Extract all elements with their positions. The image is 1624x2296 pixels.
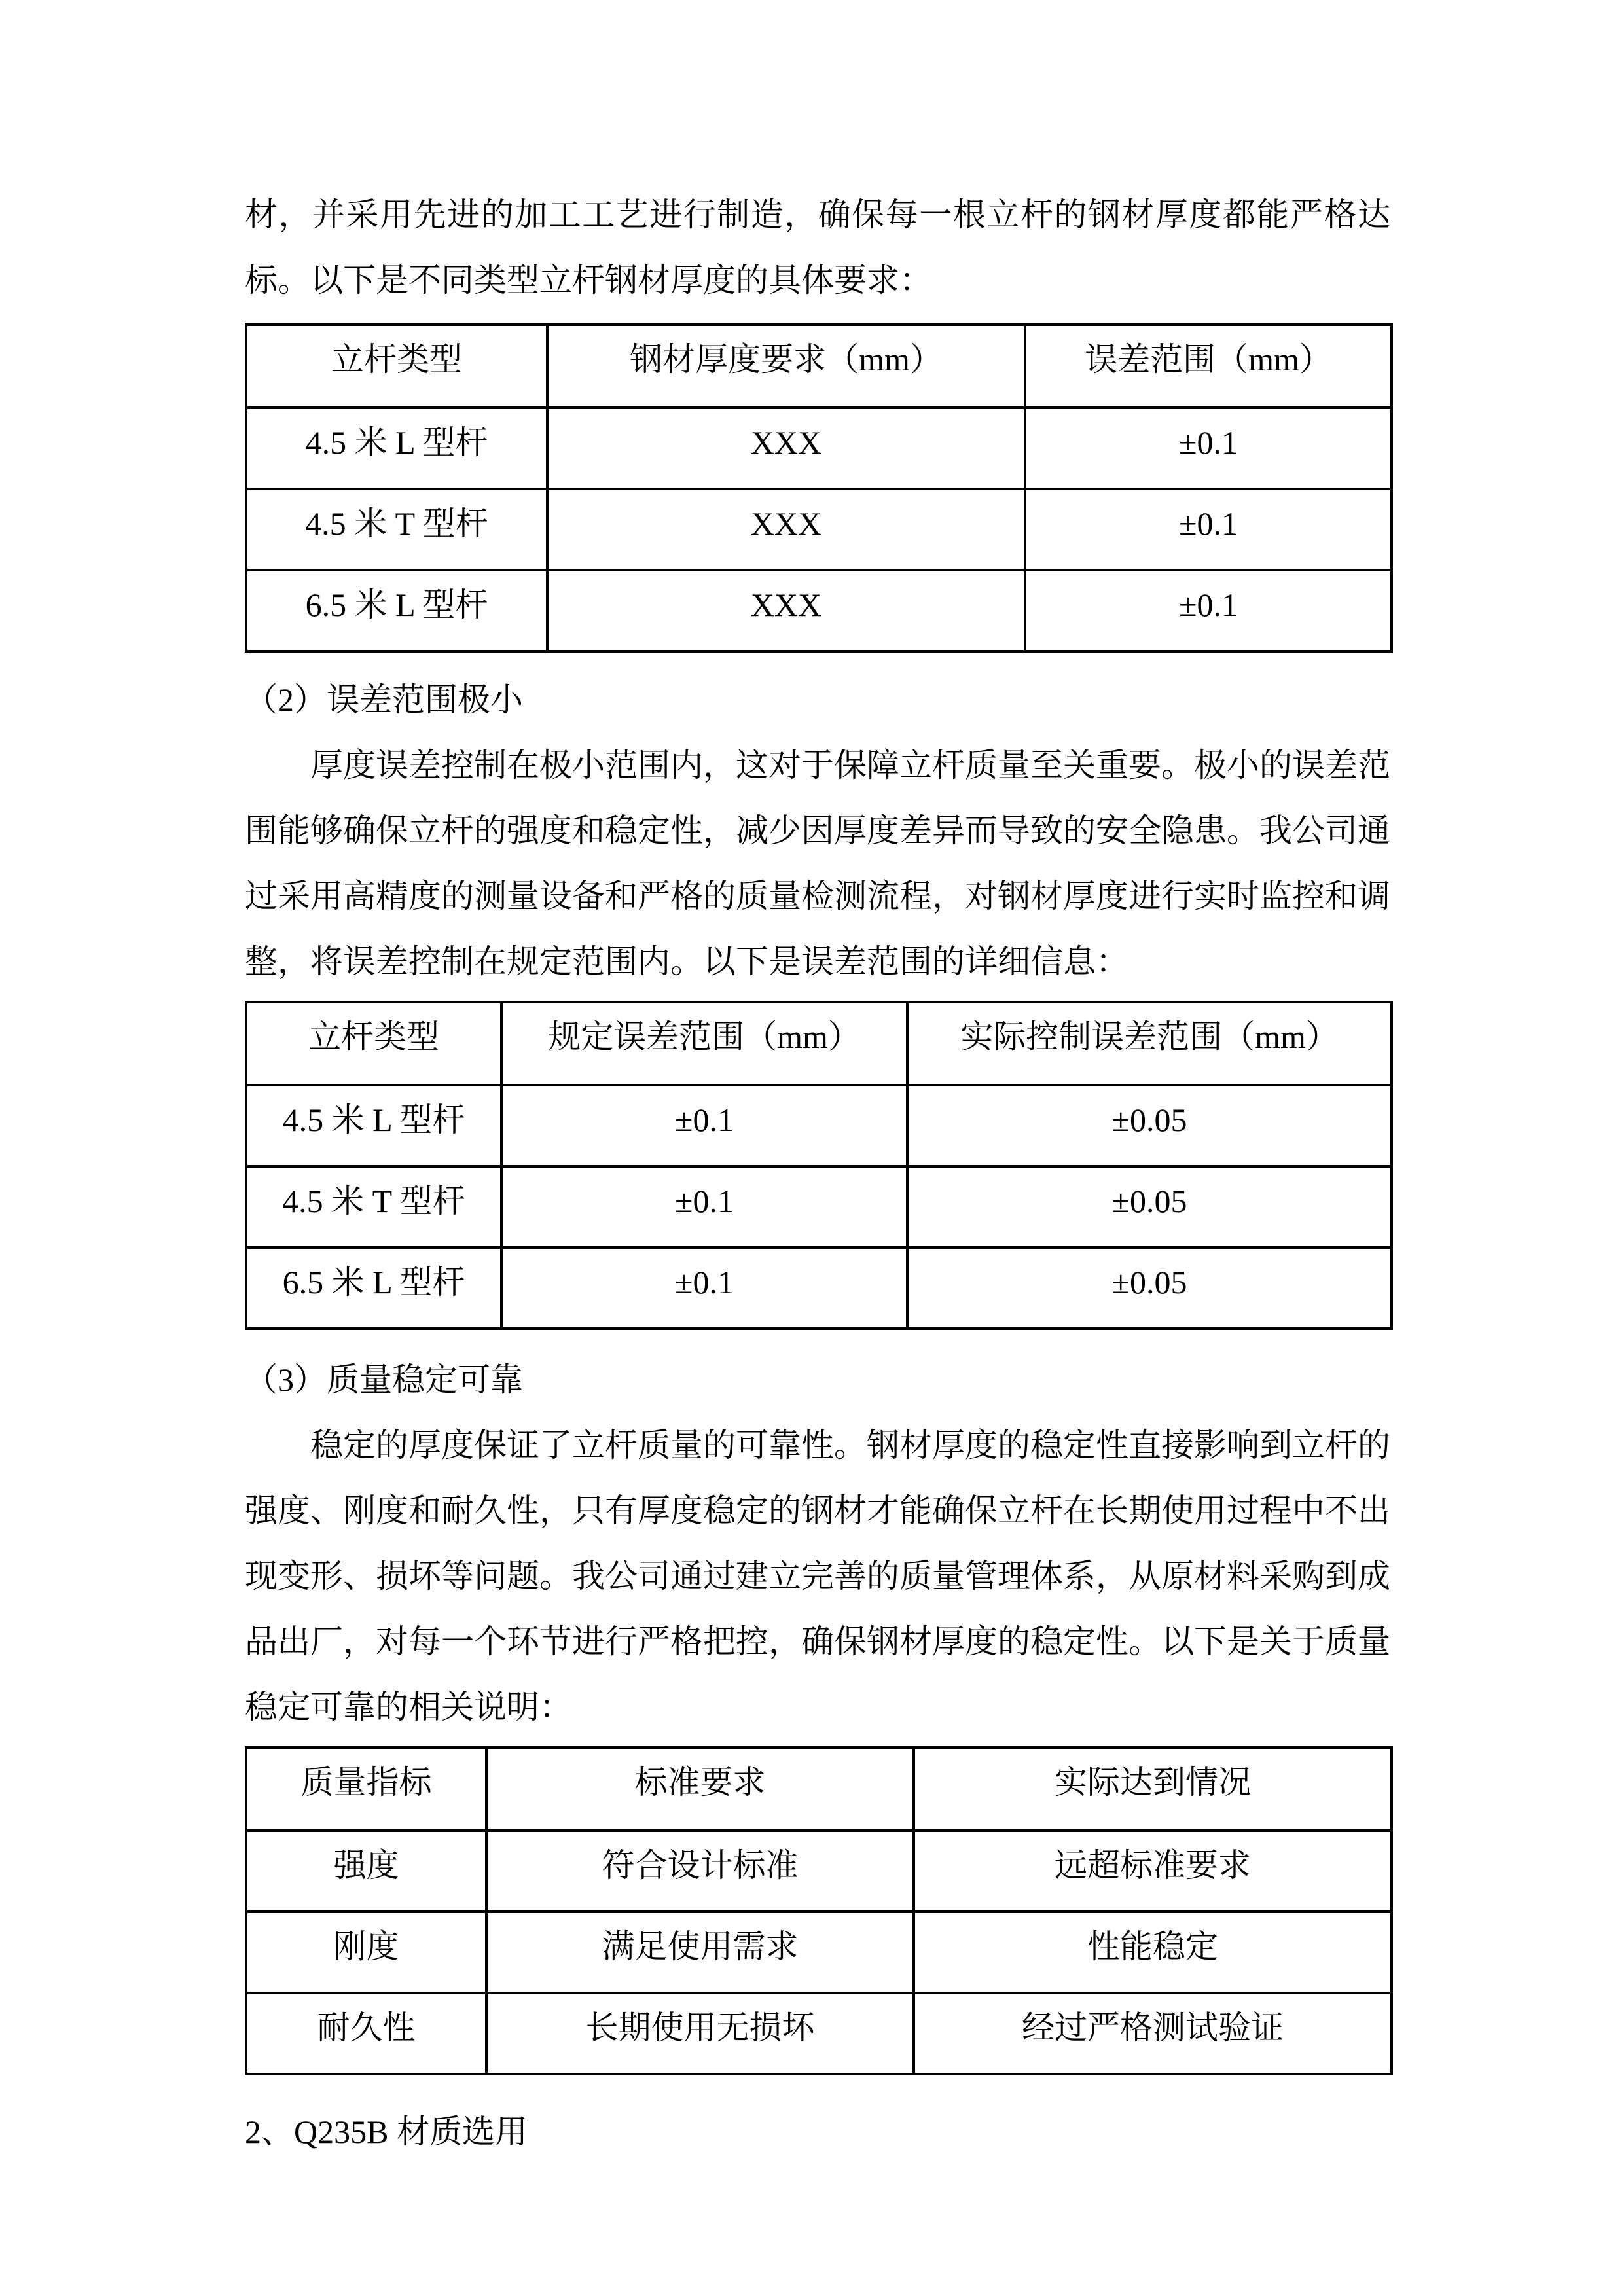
table-cell: ±0.1 bbox=[501, 1166, 907, 1247]
table-header-row bbox=[246, 325, 1392, 408]
table-cell: 远超标准要求 bbox=[914, 1831, 1392, 1912]
table-row bbox=[246, 1912, 1392, 1993]
table-cell: XXX bbox=[547, 408, 1025, 489]
table-cell: ±0.1 bbox=[1025, 408, 1392, 489]
document-content bbox=[245, 0, 1390, 2164]
table-cell: 满足使用需求 bbox=[486, 1912, 914, 1993]
table-cell: 4.5 米 L 型杆 bbox=[246, 1085, 501, 1166]
table-row bbox=[246, 1247, 1392, 1329]
table-cell: 6.5 米 L 型杆 bbox=[246, 570, 547, 651]
table-cell: ±0.1 bbox=[1025, 570, 1392, 651]
table-cell: 4.5 米 T 型杆 bbox=[246, 1166, 501, 1247]
table-cell: 4.5 米 L 型杆 bbox=[246, 408, 547, 489]
table-row bbox=[246, 1831, 1392, 1912]
table-row bbox=[246, 1085, 1392, 1166]
table-cell: ±0.05 bbox=[907, 1247, 1392, 1329]
table-cell: XXX bbox=[547, 489, 1025, 570]
quality-indicator-table bbox=[245, 1746, 1393, 2075]
table-header-row bbox=[246, 1748, 1392, 1831]
section-3-paragraph: 稳定的厚度保证了立杆质量的可靠性。钢材厚度的稳定性直接影响到立杆的强度、刚度和耐久性，只有厚度稳定的钢材才能确保立杆在长期使用过程中不出现变形、损坏等问题。我公司通过建立完善的质量管理体系，从原材料采购到成品出厂，对每一个环节进行严格把控，确保钢材厚度的稳定性。以下是关于质量稳定可靠的相关说明： bbox=[245, 1427, 1390, 1725]
column-header: 标准要求 bbox=[486, 1748, 914, 1831]
section-2-paragraph: 厚度误差控制在极小范围内，这对于保障立杆质量至关重要。极小的误差范围能够确保立杆的强度和稳定性，减少因厚度差异而导致的安全隐患。我公司通过采用高精度的测量设备和严格的质量检测流程，对钢材厚度进行实时监控和调整，将误差控制在规定范围内。以下是误差范围的详细信息： bbox=[245, 747, 1390, 980]
table-row bbox=[246, 489, 1392, 570]
tolerance-range-table bbox=[245, 1001, 1393, 1330]
column-header: 立杆类型 bbox=[246, 325, 547, 408]
table-cell: 刚度 bbox=[246, 1912, 486, 1993]
column-header: 实际控制误差范围（mm） bbox=[907, 1002, 1392, 1085]
table-header-row bbox=[246, 1002, 1392, 1085]
table-cell: ±0.05 bbox=[907, 1166, 1392, 1247]
table-cell: 强度 bbox=[246, 1831, 486, 1912]
table-row bbox=[246, 1166, 1392, 1247]
table-cell: 4.5 米 T 型杆 bbox=[246, 489, 547, 570]
table-cell: 6.5 米 L 型杆 bbox=[246, 1247, 501, 1329]
table-cell: ±0.1 bbox=[501, 1085, 907, 1166]
column-header: 实际达到情况 bbox=[914, 1748, 1392, 1831]
column-header: 立杆类型 bbox=[246, 1002, 501, 1085]
column-header: 质量指标 bbox=[246, 1748, 486, 1831]
closing-heading: 2、Q235B 材质选用 bbox=[245, 2113, 528, 2150]
table-cell: ±0.1 bbox=[1025, 489, 1392, 570]
table-row bbox=[246, 1993, 1392, 2074]
section-2-heading: （2）误差范围极小 bbox=[245, 681, 523, 718]
section-3-heading: （3）质量稳定可靠 bbox=[245, 1361, 523, 1398]
steel-thickness-table bbox=[245, 323, 1393, 653]
table-row bbox=[246, 570, 1392, 651]
table-cell: XXX bbox=[547, 570, 1025, 651]
table-row bbox=[246, 408, 1392, 489]
column-header: 规定误差范围（mm） bbox=[501, 1002, 907, 1085]
column-header: 误差范围（mm） bbox=[1025, 325, 1392, 408]
table-cell: 经过严格测试验证 bbox=[914, 1993, 1392, 2074]
table-cell: ±0.1 bbox=[501, 1247, 907, 1329]
table-cell: 长期使用无损坏 bbox=[486, 1993, 914, 2074]
table-cell: 符合设计标准 bbox=[486, 1831, 914, 1912]
table-cell: 性能稳定 bbox=[914, 1912, 1392, 1993]
table-cell: ±0.05 bbox=[907, 1085, 1392, 1166]
intro-paragraph: 材，并采用先进的加工工艺进行制造，确保每一根立杆的钢材厚度都能严格达标。以下是不同类型立杆钢材厚度的具体要求： bbox=[245, 196, 1390, 298]
table-cell: 耐久性 bbox=[246, 1993, 486, 2074]
column-header: 钢材厚度要求（mm） bbox=[547, 325, 1025, 408]
